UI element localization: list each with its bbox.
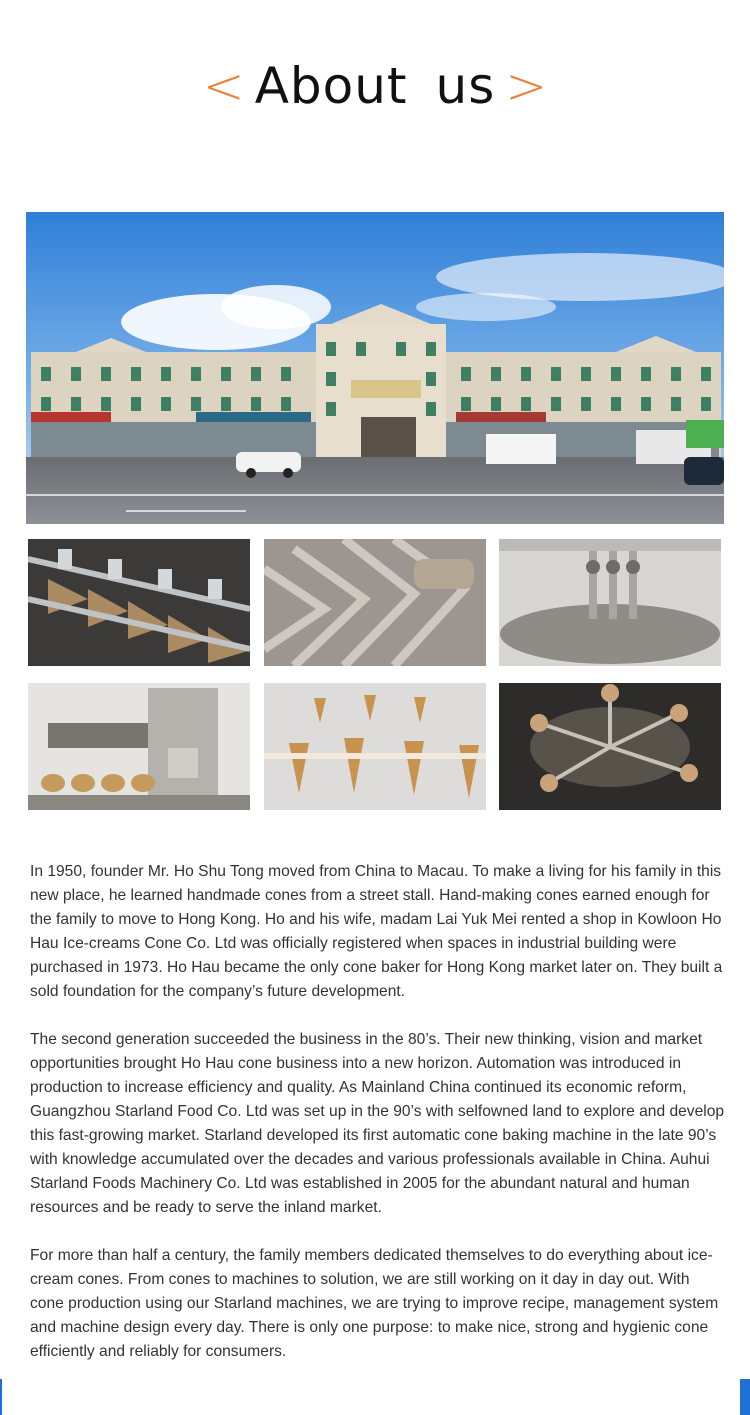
cones-conveyor-icon [264,683,486,810]
cone-molds-icon [28,539,250,666]
thumbnail-cones-conveyor [264,683,486,810]
thumbnail-rotary-machine [499,539,721,666]
cone-line-icon [28,683,250,810]
left-edge-bar [0,1379,2,1415]
thumbnail-rotary-arms [499,683,721,810]
history-paragraph-3: For more than half a century, the family members dedicated themselves to do everything about ice-cream cones. From cones to machines to solution, we are still working on it day in day out. With cone production using our Starland machines, we are trying to improve recipe, management system and machine design every day. There is only one purpose: to make nice, strong and hygienic cone efficiently and reliably for consumers. [30,1247,719,1360]
hero-factory-image [26,212,724,524]
thumbnail-cone-molds [28,539,250,666]
thumbnail-baking-plate [264,539,486,666]
page-title [0,54,750,118]
title-word-us: us [435,57,496,115]
thumbnail-cone-line [28,683,250,810]
right-edge-bar [740,1379,750,1415]
rotary-machine-icon [499,539,721,666]
history-paragraph-1: In 1950, founder Mr. Ho Shu Tong moved from China to Macau. To make a living for his family in this new place, he learned handmade cones from a street stall. Hand-making cones earned enough for the family to move to Hong Kong. Ho and his wife, madam Lai Yuk Mei rented a shop in Kowloon Ho Hau Ice-creams Cone Co. Ltd was officially registered when spaces in industrial building were purchased in 1973. Ho Hau became the only cone baker for Hong Kong market later on. They built a sold foundation for the company’s future development. [30,863,723,1000]
building-icon [26,212,724,524]
rotary-arms-icon [499,683,721,810]
right-chevron-icon: > [505,57,548,115]
history-paragraph-2: The second generation succeeded the business in the 80’s. Their new thinking, vision and market opportunities brought Ho Hau cone business into a new horizon. Automation was introduced in production to increase efficiency and quality. As Mainland China continued its economic reform, Guangzhou Starland Food Co. Ltd was set up in the 90’s with selfowned land to explore and develop this fast-growing market. Starland developed its first automatic cone baking machine in the late 90’s with knowledge accumulated over the decades and various professionals available in China. Auhui Starland Foods Machinery Co. Ltd was established in 2005 for the abundant natural and human resources and be ready to serve the inland market. [30,1031,725,1216]
title-word-about: About [254,57,408,115]
baking-plate-icon [264,539,486,666]
left-chevron-icon: < [202,57,245,115]
